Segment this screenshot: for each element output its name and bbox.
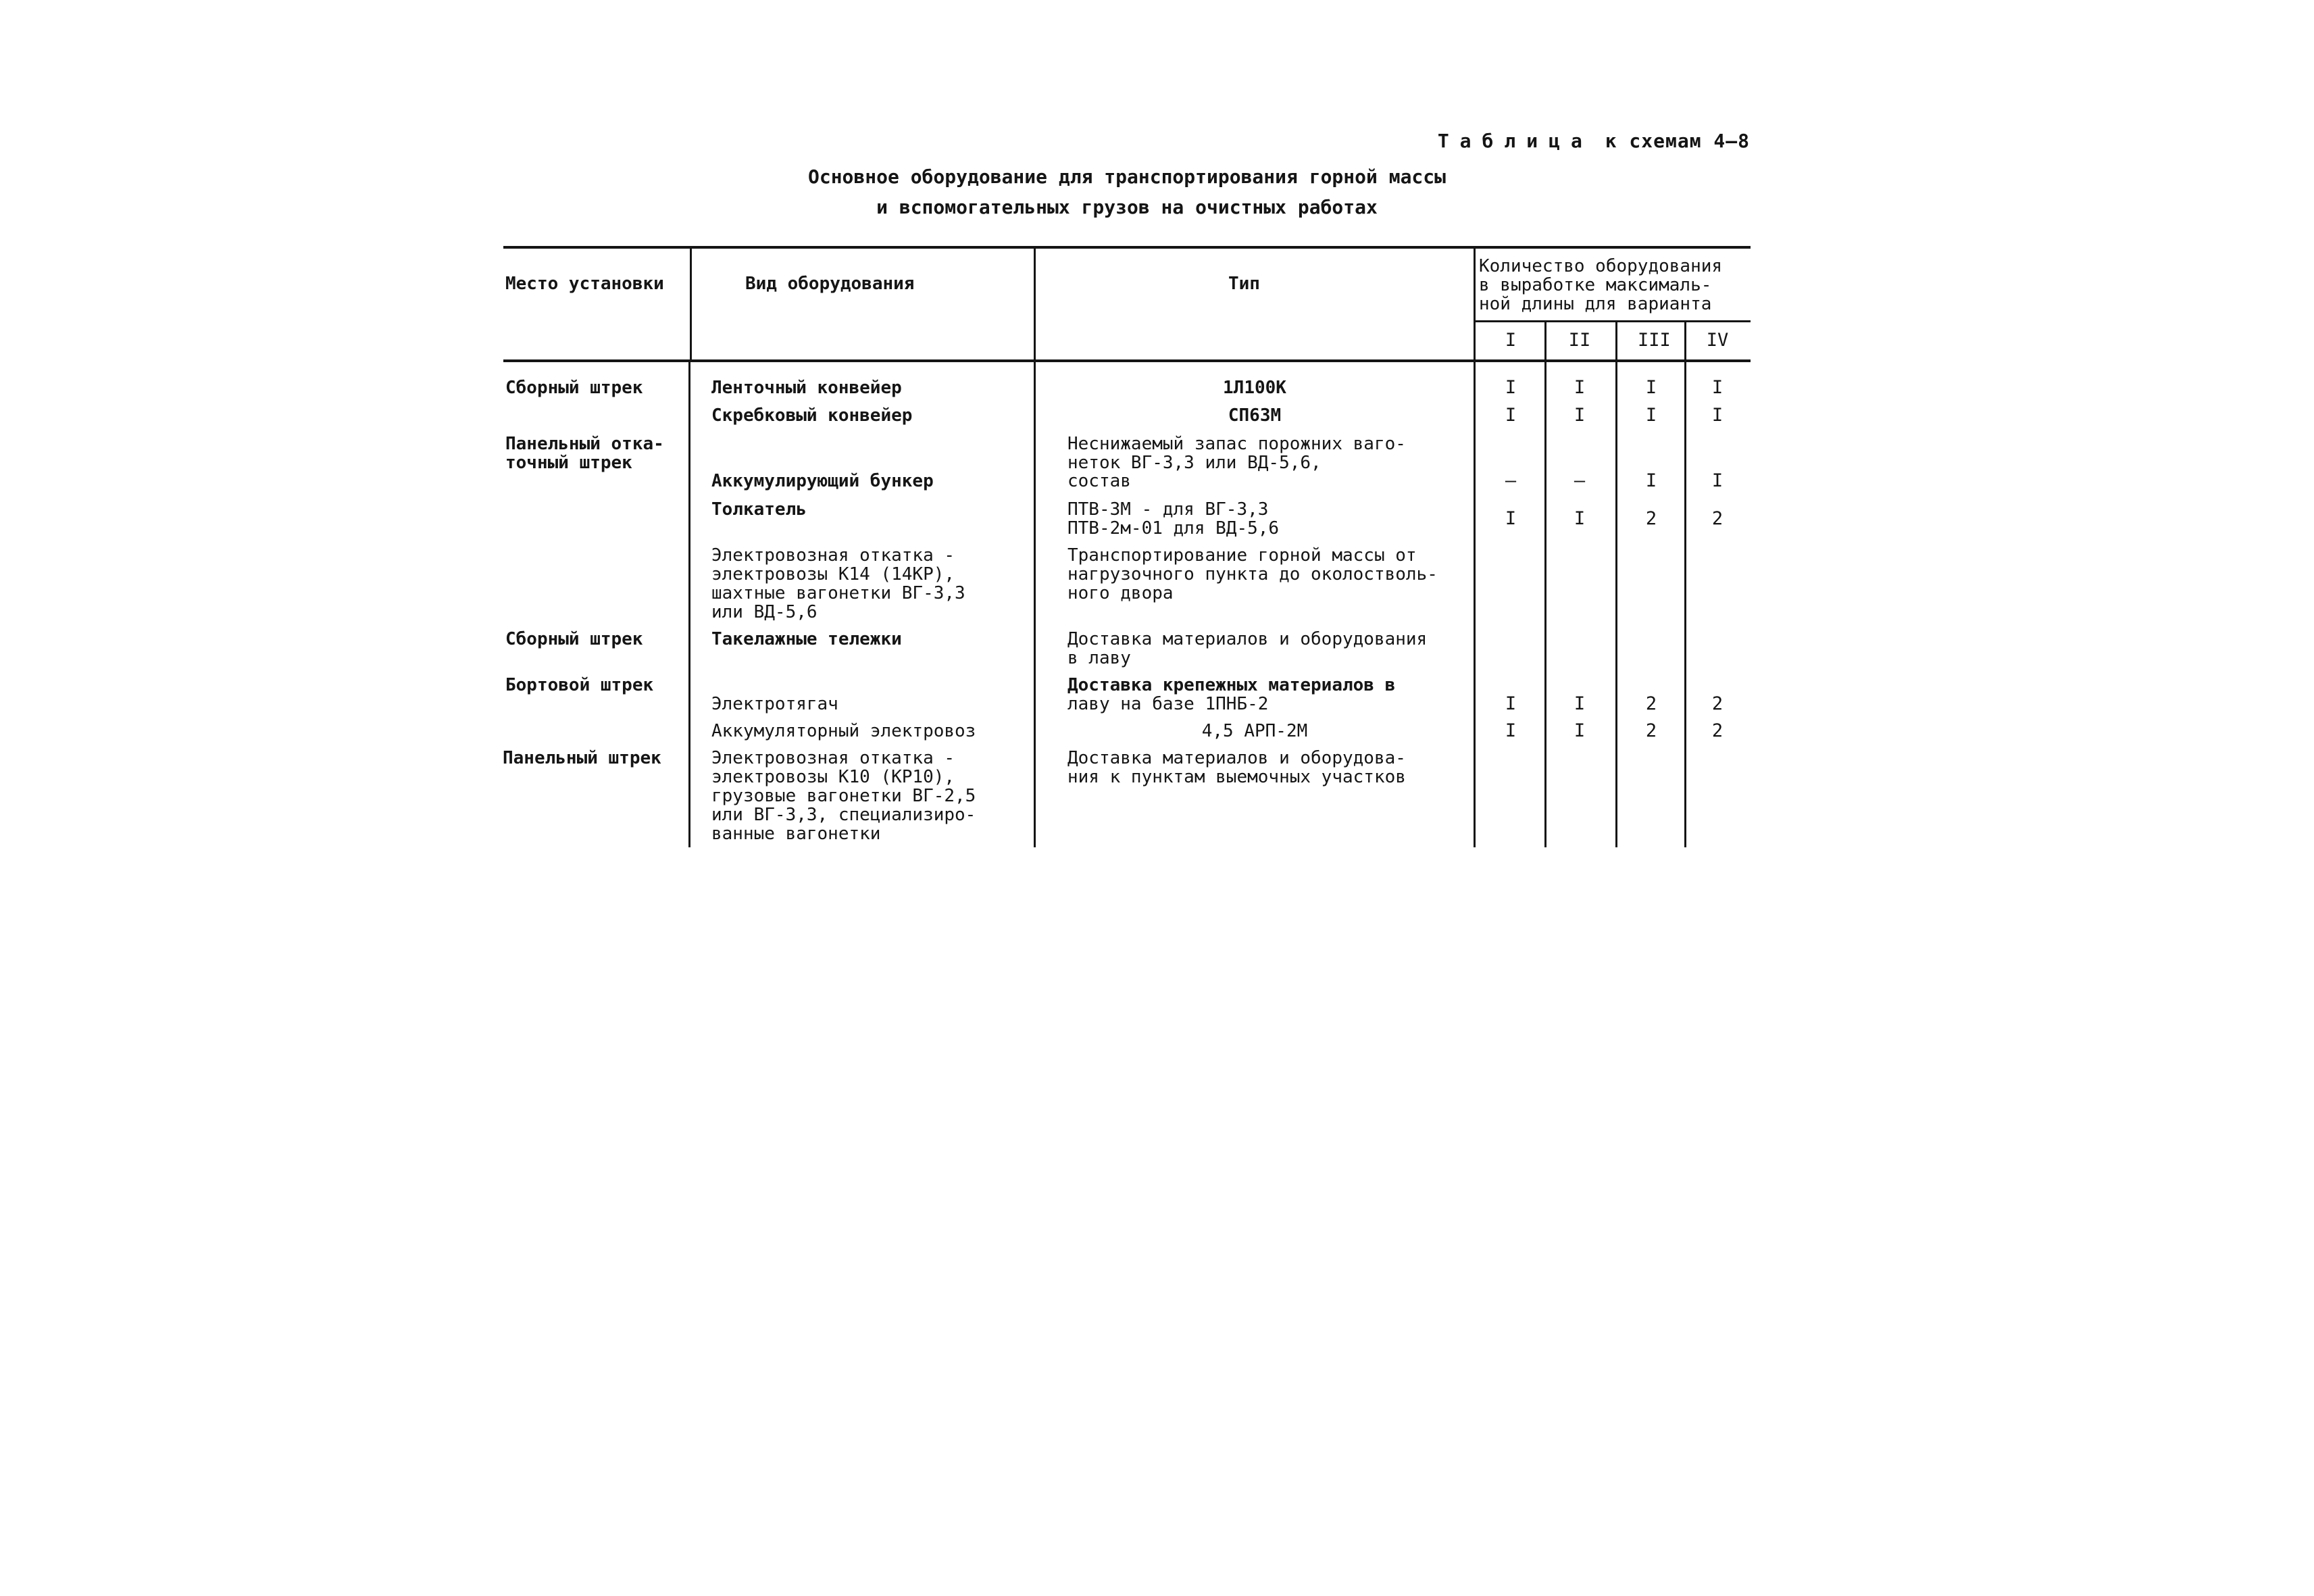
header-type: Тип: [1228, 274, 1260, 294]
row-6-kind: Электровозная откатка - электровозы К14 (14КР), шахтные вагонетки ВГ-3,3 или ВД-5,6: [711, 545, 965, 622]
row-10-v4: 2: [1711, 720, 1724, 741]
column-divider-v3-v4: [1684, 322, 1686, 847]
row-10-type: 4,5 АРП-2М: [1201, 721, 1308, 741]
row-4-v4: I: [1711, 470, 1724, 491]
row-11-type: Доставка материалов и оборудова- ния к пунктам выемочных участков: [1067, 748, 1406, 787]
column-divider-place-kind-body: [688, 362, 690, 847]
column-divider-kind-type: [1034, 247, 1036, 847]
header-place: Место установки: [505, 274, 664, 294]
row-10-v2: I: [1574, 720, 1586, 741]
row-10-v3: 2: [1645, 720, 1657, 741]
row-8-type: Доставка крепежных материалов в: [1067, 675, 1396, 695]
row-4-v2: –: [1574, 470, 1586, 491]
table-number-label: [1438, 130, 1750, 152]
row-7-type: Доставка материалов и оборудования в лаву: [1067, 629, 1428, 668]
row-4-kind: Аккумулирующий бункер: [711, 471, 934, 491]
row-5-v3: 2: [1645, 508, 1657, 529]
header-variant-2: II: [1568, 330, 1591, 351]
row-9-v2: I: [1574, 693, 1586, 714]
row-5-v2: I: [1574, 508, 1586, 529]
header-quantity-line-2: в выработке максималь-: [1479, 275, 1712, 295]
row-5-type: ПТВ-3М - для ВГ-3,3 ПТВ-2м-01 для ВД-5,6: [1067, 499, 1280, 539]
table-title-line-1: Основное оборудование для транспортирования горной массы: [807, 166, 1446, 188]
header-equipment-kind: Вид оборудования: [745, 274, 915, 294]
row-4-v1: –: [1505, 470, 1517, 491]
row-1-v2: I: [1574, 377, 1586, 398]
row-10-kind: Аккумуляторный электровоз: [711, 721, 976, 741]
row-9-v1: I: [1505, 693, 1517, 714]
column-divider-v2-v3: [1615, 322, 1617, 847]
column-divider-type-qty: [1474, 247, 1476, 847]
row-11-kind: Электровозная откатка - электровозы К10 (КР10), грузовые вагонетки ВГ-2,5 или ВГ-3,3, специализиро- ванные вагонетки: [711, 748, 976, 844]
row-9-v4: 2: [1711, 693, 1724, 714]
row-1-place: Сборный штрек: [505, 378, 643, 398]
table-title-line-2: и вспомогательных грузов на очистных работах: [876, 196, 1378, 218]
table-scheme-ref: к схемам 4–8: [1605, 130, 1750, 152]
row-1-kind: Ленточный конвейер: [711, 378, 902, 398]
header-variant-1: I: [1505, 330, 1517, 351]
column-divider-place-kind: [690, 247, 692, 362]
row-5-v4: 2: [1711, 508, 1724, 529]
row-2-v4: I: [1711, 405, 1724, 426]
row-5-v1: I: [1505, 508, 1517, 529]
row-3-type: Неснижаемый запас порожних ваго- неток ВГ-3,3 или ВД-5,6,: [1067, 434, 1406, 473]
variant-header-rule: [1474, 320, 1751, 322]
header-quantity-line-3: ной длины для варианта: [1479, 294, 1712, 314]
row-7-place: Сборный штрек: [505, 629, 643, 649]
row-9-kind: Электротягач: [711, 694, 838, 714]
row-10-v1: I: [1505, 720, 1517, 741]
row-2-v1: I: [1505, 405, 1517, 426]
row-7-kind: Такелажные тележки: [711, 629, 902, 649]
row-1-v4: I: [1711, 377, 1724, 398]
row-3-place: Панельный отка- точный штрек: [505, 434, 664, 473]
row-2-v3: I: [1645, 405, 1657, 426]
header-quantity-line-1: Количество оборудования: [1479, 256, 1723, 276]
header-variant-3: III: [1638, 330, 1671, 351]
column-divider-v1-v2: [1544, 322, 1546, 847]
row-1-v1: I: [1505, 377, 1517, 398]
row-5-kind: Толкатель: [711, 499, 807, 520]
row-9-v3: 2: [1645, 693, 1657, 714]
row-6-type: Транспортирование горной массы от нагрузочного пункта до околостволь- ного двора: [1067, 545, 1438, 603]
header-variant-4: IV: [1706, 330, 1729, 351]
row-2-kind: Скребковый конвейер: [711, 405, 913, 426]
row-1-type: 1Л100К: [1223, 378, 1286, 398]
row-1-v3: I: [1645, 377, 1657, 398]
row-2-type: СП63М: [1228, 405, 1282, 426]
table-word: Таблица: [1437, 130, 1593, 152]
row-2-v2: I: [1574, 405, 1586, 426]
row-9-type: лаву на базе 1ПНБ-2: [1067, 694, 1269, 714]
row-4-type: состав: [1067, 471, 1131, 491]
row-8-place: Бортовой штрек: [505, 675, 654, 695]
row-4-v3: I: [1645, 470, 1657, 491]
row-11-place: Панельный штрек: [503, 748, 661, 768]
